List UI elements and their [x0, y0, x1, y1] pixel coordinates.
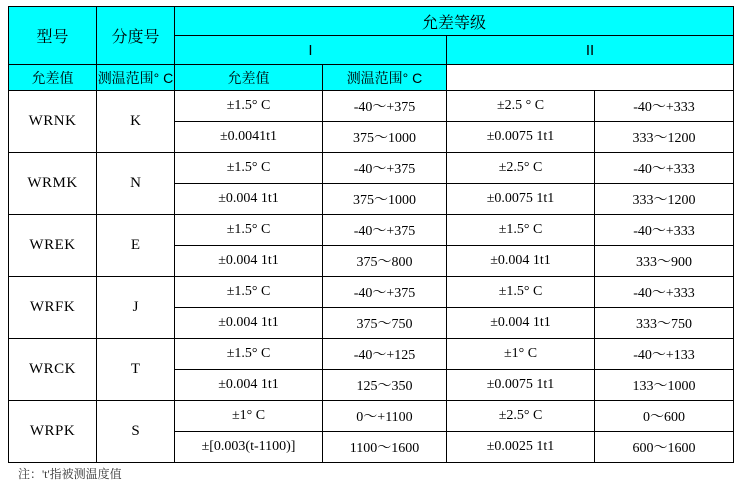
cell-tol1: ±[0.003(t-1100)] — [175, 432, 323, 463]
cell-tol1: ±1.5° C — [175, 153, 323, 184]
header-temp-range-1: 测温范围° C — [97, 65, 175, 91]
cell-range1: 375～750 — [323, 308, 447, 339]
cell-range1: 0～+1100 — [323, 401, 447, 432]
cell-tol1: ±0.004 1t1 — [175, 246, 323, 277]
cell-range1: 375～800 — [323, 246, 447, 277]
cell-tol1: ±0.0041t1 — [175, 122, 323, 153]
tolerance-table — [8, 6, 734, 463]
cell-range2: 333～1200 — [595, 184, 734, 215]
cell-tol1: ±0.004 1t1 — [175, 184, 323, 215]
table-row — [9, 339, 734, 370]
cell-model: WRCK — [9, 339, 97, 401]
cell-tol2: ±0.004 1t1 — [447, 308, 595, 339]
cell-tol1: ±1.5° C — [175, 277, 323, 308]
cell-range1: 1100～1600 — [323, 432, 447, 463]
header-model: 型号 — [9, 7, 97, 65]
table-row — [9, 153, 734, 184]
cell-tol2: ±1.5° C — [447, 277, 595, 308]
cell-tol2: ±0.0075 1t1 — [447, 370, 595, 401]
header-class-2: II — [447, 36, 734, 65]
cell-range1: -40～+375 — [323, 153, 447, 184]
cell-range2: -40～+333 — [595, 91, 734, 122]
cell-tol2: ±2.5 ° C — [447, 91, 595, 122]
cell-grade: S — [97, 401, 175, 463]
cell-range1: 375～1000 — [323, 122, 447, 153]
cell-grade: E — [97, 215, 175, 277]
cell-tol1: ±1.5° C — [175, 91, 323, 122]
cell-tol2: ±2.5° C — [447, 153, 595, 184]
cell-range2: 133～1000 — [595, 370, 734, 401]
cell-range2: 600～1600 — [595, 432, 734, 463]
cell-tol2: ±1° C — [447, 339, 595, 370]
cell-model: WRPK — [9, 401, 97, 463]
cell-range2: -40～+333 — [595, 215, 734, 246]
cell-tol1: ±1.5° C — [175, 215, 323, 246]
cell-model: WRMK — [9, 153, 97, 215]
cell-range1: 375～1000 — [323, 184, 447, 215]
header-tolerance-group: 允差等级 — [175, 7, 734, 36]
table-head — [9, 7, 734, 91]
header-grade: 分度号 — [97, 7, 175, 65]
table-row — [9, 277, 734, 308]
cell-grade: T — [97, 339, 175, 401]
cell-range2: -40～+333 — [595, 277, 734, 308]
header-class-1: I — [175, 36, 447, 65]
cell-range2: 0～600 — [595, 401, 734, 432]
cell-tol2: ±0.0075 1t1 — [447, 184, 595, 215]
cell-tol1: ±1.5° C — [175, 339, 323, 370]
cell-model: WRNK — [9, 91, 97, 153]
cell-tol2: ±0.0025 1t1 — [447, 432, 595, 463]
header-tol-value-2: 允差值 — [175, 65, 323, 91]
cell-tol1: ±0.004 1t1 — [175, 308, 323, 339]
cell-range1: -40～+125 — [323, 339, 447, 370]
cell-tol2: ±0.004 1t1 — [447, 246, 595, 277]
table-row — [9, 401, 734, 432]
cell-grade: J — [97, 277, 175, 339]
cell-grade: K — [97, 91, 175, 153]
cell-range1: 125～350 — [323, 370, 447, 401]
cell-range2: 333～1200 — [595, 122, 734, 153]
cell-model: WRFK — [9, 277, 97, 339]
header-row-1 — [9, 7, 734, 36]
cell-model: WREK — [9, 215, 97, 277]
cell-range2: 333～900 — [595, 246, 734, 277]
cell-tol2: ±2.5° C — [447, 401, 595, 432]
cell-range2: -40～+133 — [595, 339, 734, 370]
cell-tol1: ±0.004 1t1 — [175, 370, 323, 401]
cell-range2: -40～+333 — [595, 153, 734, 184]
cell-range2: 333～750 — [595, 308, 734, 339]
cell-tol2: ±1.5° C — [447, 215, 595, 246]
cell-range1: -40～+375 — [323, 277, 447, 308]
table-row — [9, 91, 734, 122]
cell-grade: N — [97, 153, 175, 215]
header-row-3 — [9, 65, 734, 91]
header-tol-value-1: 允差值 — [9, 65, 97, 91]
cell-tol2: ±0.0075 1t1 — [447, 122, 595, 153]
cell-tol1: ±1° C — [175, 401, 323, 432]
table-footnote: 注：'t'指被测温度值 — [18, 467, 122, 481]
header-temp-range-2: 测温范围° C — [323, 65, 447, 91]
cell-range1: -40～+375 — [323, 91, 447, 122]
table-row — [9, 215, 734, 246]
cell-range1: -40～+375 — [323, 215, 447, 246]
table-body — [9, 91, 734, 463]
